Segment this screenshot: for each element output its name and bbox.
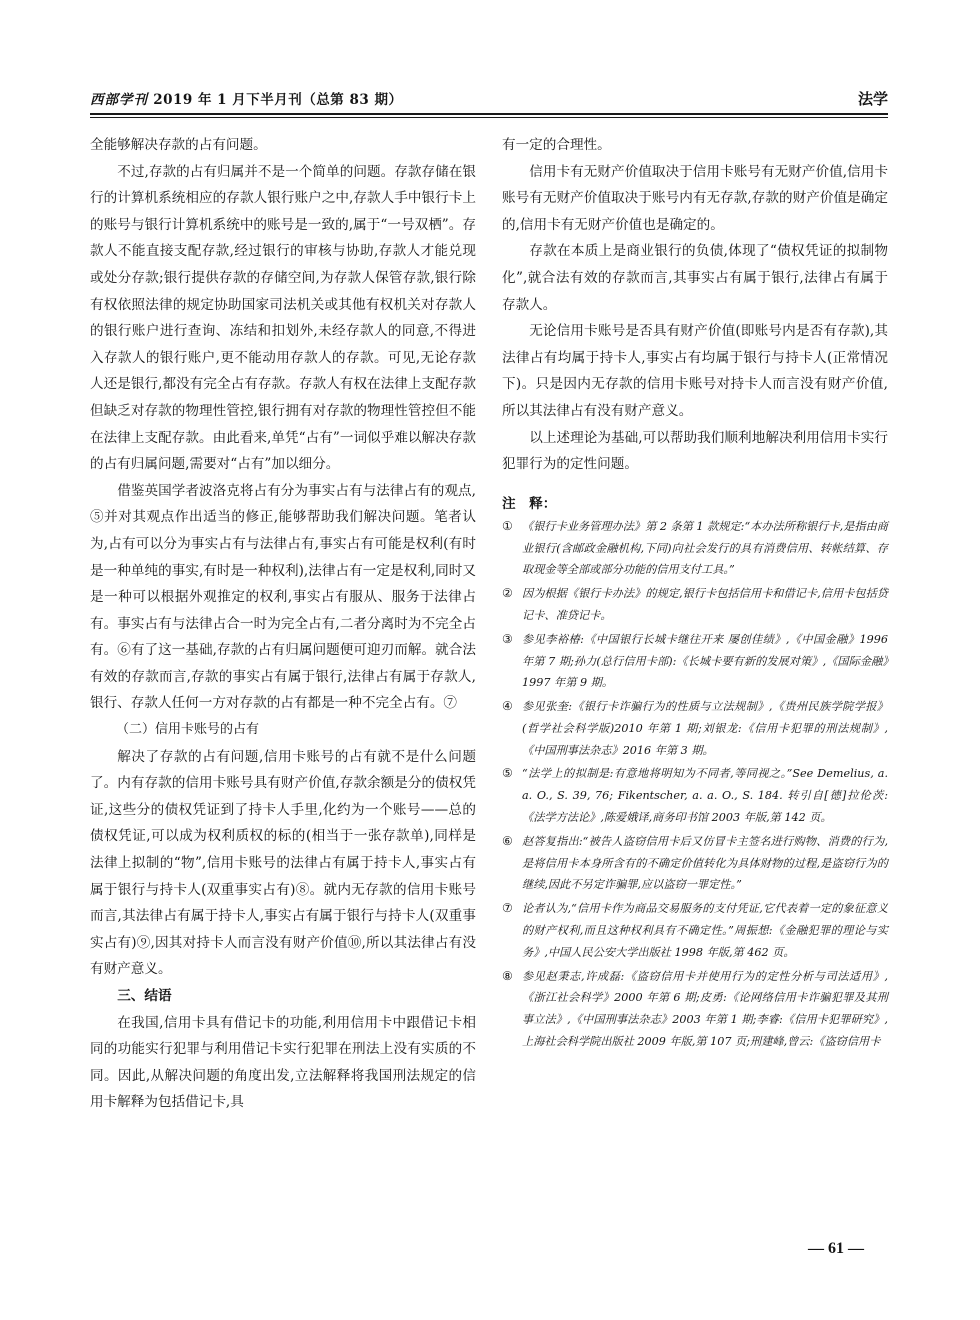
section-heading: 三、结语: [117, 988, 172, 1004]
note-number: ⑥: [502, 833, 513, 848]
note-text: 赵答复指出:“被告人盗窃信用卡后又仿冒卡主签名进行购物、消费的行为,是将信用卡本身所含有的不确定价值转化为具体财物的过程,是盗窃行为的继续,因此不另定诈骗罪,应以盗窃一罪定性。”: [522, 834, 888, 892]
note-item: [502, 831, 888, 896]
left-column: [90, 132, 476, 1116]
header-rule-thin: [90, 117, 888, 118]
note-item: [502, 898, 888, 963]
paragraph: 以上述理论为基础,可以帮助我们顺利地解决利用信用卡实行犯罪行为的定性问题。: [502, 429, 888, 473]
note-text: 因为根据《银行卡办法》的规定,银行卡包括信用卡和借记卡,信用卡包括贷记卡、准贷记卡。: [522, 587, 888, 622]
paragraph: 信用卡有无财产价值取决于信用卡账号有无财产价值,信用卡账号有无财产价值取决于账号内有无存款,存款的财产价值是确定的,信用卡有无财产价值也是确定的。: [502, 163, 888, 233]
issue-text: 2019 年 1 月下半月刊（总第 83 期）: [153, 92, 403, 108]
note-text: “法学上的拟制是:有意地将明知为不同者,等同视之。”See Demelius, a. a. O., S. 39, 76; Fikentscher, a. a. O., S. 184. 转引自[德]拉伦茨:《法学方法论》,陈爱娥译,商务印书馆 2003 年版,第 142 页。: [522, 767, 888, 825]
note-text: 参见张奎:《银行卡诈骗行为的性质与立法规制》,《贵州民族学院学报》(哲学社会科学版)2010 年第 1 期;刘银龙:《信用卡犯罪的刑法规制》,《中国刑事法杂志》2016 年第 3 期。: [522, 700, 888, 757]
journal-issue-line: [90, 88, 402, 108]
note-item: [502, 583, 888, 627]
note-number: ③: [502, 631, 513, 646]
note-number: ⑦: [502, 901, 513, 916]
paragraph: 借鉴英国学者波洛克将占有分为事实占有与法律占有的观点,⑤并对其观点作出适当的修正,能够帮助我们解决问题。笔者认为,占有可以分为事实占有与法律占有,事实占有可能是权利(有时是一种单纯的事实,有时是一种权利),法律占有一定是权利,同时又是一种可以根据外观推定的权利,事实占有服从、服务于法律占有。事实占有与法律占合一时为完全占有,二者分离时为不完全占有。⑥有了这一基础,存款的占有归属问题便可迎刃而解。就合法有效的存款而言,存款的事实占有属于银行,法律占有属于存款人,银行、存款人任何一方对存款的占有都是一种不完全占有。⑦: [90, 482, 476, 712]
note-number: ②: [502, 586, 513, 601]
note-text: 参见赵秉志,许成磊:《盗窃信用卡并使用行为的定性分析与司法适用》,《浙江社会科学》2000 年第 6 期;皮勇:《论网络信用卡诈骗犯罪及其刑事立法》,《中国刑事法杂志》2003 年第 1 期;李睿:《信用卡犯罪研究》,上海社会科学院出版社 2009 年版,第 107 页;刑建峰,曾云:《盗窃信用卡: [522, 969, 888, 1049]
right-column: [502, 132, 888, 1055]
subsection-heading: （二）信用卡账号的占有: [116, 722, 260, 738]
paragraph: 有一定的合理性。: [502, 137, 611, 153]
paragraph: 存款在本质上是商业银行的负债,体现了“债权凭证的拟制物化”,就合法有效的存款而言,其事实占有属于银行,法律占有属于存款人。: [502, 243, 888, 313]
note-item: [502, 696, 888, 761]
notes-list: [502, 516, 888, 1053]
note-number: ④: [502, 699, 513, 714]
notes-heading: 注 释：: [502, 495, 557, 512]
paragraph: 解决了存款的占有问题,信用卡账号的占有就不是什么问题了。内有存款的信用卡账号具有财产价值,存款余额是分的债权凭证,这些分的债权凭证到了持卡人手里,化约为一个账号——总的债权凭证,可以成为权利质权的标的(相当于一张存款单),同样是法律上拟制的“物”,信用卡账号的法律占有属于持卡人,事实占有属于银行与持卡人(双重事实占有)⑧。就内无存款的信用卡账号而言,其法律占有属于持卡人,事实占有属于银行与持卡人(双重事实占有)⑨,因其对持卡人而言没有财产价值⑩,所以其法律占有没有财产意义。: [90, 748, 476, 978]
journal-logo: 西部学刊: [90, 92, 148, 108]
paragraph: 无论信用卡账号是否具有财产价值(即账号内是否有存款),其法律占有均属于持卡人,事实占有均属于银行与持卡人(正常情况下)。只是因内无存款的信用卡账号对持卡人而言没有财产价值,所以其法律占有没有财产意义。: [502, 323, 888, 419]
note-item: [502, 966, 888, 1053]
paragraph: 在我国,信用卡具有借记卡的功能,利用信用卡中跟借记卡相同的功能实行犯罪与利用借记卡实行犯罪在刑法上没有实质的不同。因此,从解决问题的角度出发,立法解释将我国刑法规定的信用卡解释为包括借记卡,具: [90, 1014, 476, 1111]
paragraph: 不过,存款的占有归属并不是一个简单的问题。存款存储在银行的计算机系统相应的存款人银行账户之中,存款人手中银行卡上的账号与银行计算机系统中的账号是一致的,属于“一号双栖”。存款人不能直接支配存款,经过银行的审核与协助,存款人才能兑现或处分存款;银行提供存款的存储空间,为存款人保管存款,银行除有权依照法律的规定协助国家司法机关或其他有权机关对存款人的银行账户进行查询、冻结和扣划外,未经存款人的同意,不得进入存款人的银行账户,更不能动用存款人的存款。可见,无论存款人还是银行,都没有完全占有存款。存款人有权在法律上支配存款但缺乏对存款的物理性管控,银行拥有对存款的物理性管控但不能在法律上支配存款。由此看来,单凭“占有”一词似乎难以解决存款的占有归属问题,需要对“占有”加以细分。: [90, 163, 476, 473]
page-number: — 61 —: [808, 1240, 864, 1257]
note-number: ⑧: [502, 968, 513, 983]
note-number: ①: [502, 518, 513, 533]
section-title: 法学: [857, 90, 888, 108]
note-number: ⑤: [502, 766, 513, 781]
note-text: 《银行卡业务管理办法》第 2 条第 1 款规定:“本办法所称银行卡,是指由商业银行(含邮政金融机构,下同)向社会发行的具有消费信用、转帐结算、存取现金等全部或部分功能的信用支付工具。”: [522, 519, 888, 577]
running-header: [90, 88, 888, 116]
header-rule: [90, 113, 888, 115]
note-text: 论者认为,“信用卡作为商品交易服务的支付凭证,它代表着一定的象征意义的财产权利,而且这种权利具有不确定性。”周振想:《金融犯罪的理论与实务》,中国人民公安大学出版社 1998 年版,第 462 页。: [522, 902, 888, 959]
note-item: [502, 763, 888, 828]
note-item: [502, 629, 888, 694]
paragraph: 全能够解决存款的占有问题。: [90, 137, 267, 153]
note-item: [502, 516, 888, 581]
note-text: 参见李裕椿:《中国银行长城卡继往开来 屡创佳绩》,《中国金融》1996 年第 7 期;孙力(总行信用卡部):《长城卡要有新的发展对策》,《国际金融》1997 年第 9 期。: [522, 632, 888, 690]
